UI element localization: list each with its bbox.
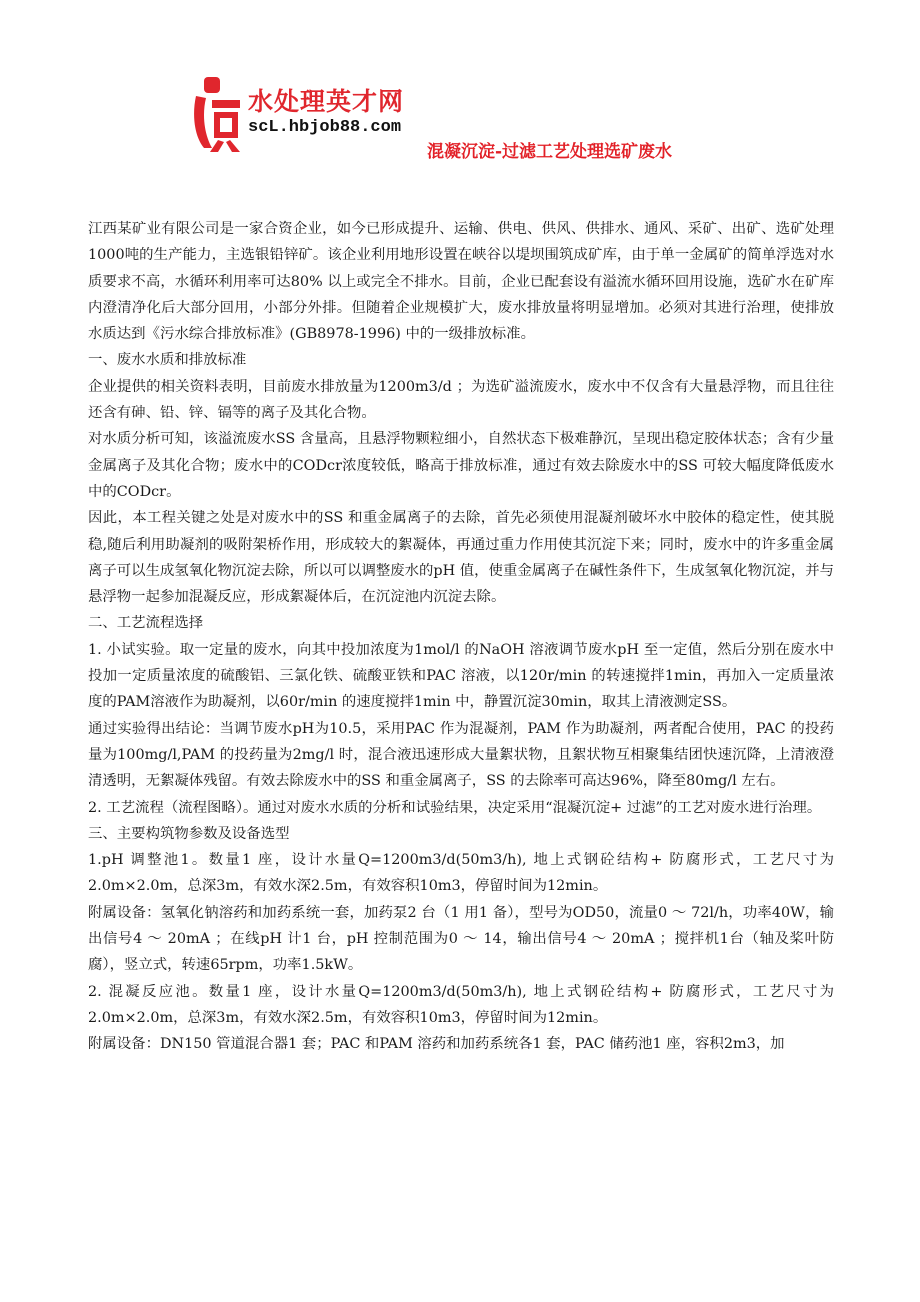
logo-name: 水处理英才网 bbox=[248, 87, 405, 116]
paragraph: 2. 工艺流程（流程图略）。通过对废水水质的分析和试验结果，决定采用“混凝沉淀+ 过滤”的工艺对废水进行治理。 bbox=[88, 799, 822, 816]
paragraph: 对水质分析可知，该溢流废水SS 含量高，且悬浮物颗粒细小，自然状态下极难静沉，呈现出稳定胶体状态；含有少量金属离子及其化合物；废水中的CODcr浓度较低，略高于排放标准，通过有效去除废水中的SS 可较大幅度降低废水中的CODcr。 bbox=[88, 431, 834, 500]
logo-url[interactable]: scL.hbjob88.com bbox=[248, 118, 402, 137]
site-logo[interactable] bbox=[190, 74, 430, 154]
paragraph: 通过实验得出结论：当调节废水pH为10.5，采用PAC 作为混凝剂，PAM 作为助凝剂，两者配合使用，PAC 的投药量为100mg/l,PAM 的投药量为2mg/l 时，混合液迅速形成大量絮状物，且絮状物互相聚集结团快速沉降，上清液澄清透明，无絮凝体残留。有效去除废水中的SS 和重金属离子，SS 的去除率可高达96%，降至80mg/l 左右。 bbox=[88, 720, 834, 790]
section-heading-1: 一、废水水质和排放标准 bbox=[88, 352, 247, 369]
paragraph: 因此，本工程关键之处是对废水中的SS 和重金属离子的去除，首先必须使用混凝剂破坏水中胶体的稳定性，使其脱稳,随后利用助凝剂的吸附架桥作用，形成较大的絮凝体，再通过重力作用使其沉淀下来；同时，废水中的许多重金属离子可以生成氢氧化物沉淀去除，所以可以调整废水的pH 值，使重金属离子在碱性条件下，生成氢氧化物沉淀，并与悬浮物一起参加混凝反应，形成絮凝体后，在沉淀池内沉淀去除。 bbox=[88, 510, 834, 606]
paragraph: 1. 小试实验。取一定量的废水，向其中投加浓度为1mol/l 的NaOH 溶液调节废水pH 至一定值，然后分别在废水中投加一定质量浓度的硫酸铝、三氯化铁、硫酸亚铁和PAC 溶液，以120r/min 的转速搅拌1min，再加入一定质量浓度的PAM溶液作为助凝剂，以60r/min 的速度搅拌1min 中，静置沉淀30min，取其上清液测定SS。 bbox=[88, 641, 834, 711]
document-title: 混凝沉淀-过滤工艺处理选矿废水 bbox=[427, 142, 673, 162]
paragraph: 企业提供的相关资料表明，目前废水排放量为1200m3/d ；为选矿溢流废水，废水中不仅含有大量悬浮物，而且往往还含有砷、铅、锌、镉等的离子及其化合物。 bbox=[88, 378, 834, 422]
paragraph: 1.pH 调整池1。数量1 座，设计水量Q=1200m3/d(50m3/h), 地上式钢砼结构+ 防腐形式，工艺尺寸为2.0m×2.0m，总深3m，有效水深2.5m，有效容积10m3，停留时间为12min。 bbox=[88, 852, 834, 895]
paragraph: 附属设备：DN150 管道混合器1 套；PAC 和PAM 溶药和加药系统各1 套，PAC 储药池1 座，容积2m3，加 bbox=[88, 1036, 785, 1053]
paragraph: 2. 混凝反应池。数量1 座，设计水量Q=1200m3/d(50m3/h), 地上式钢砼结构+ 防腐形式，工艺尺寸为2.0m×2.0m，总深3m，有效水深2.5m，有效容积10m3，停留时间为12min。 bbox=[88, 983, 834, 1026]
document-body bbox=[88, 216, 834, 1058]
logo-mark-icon bbox=[190, 74, 246, 154]
paragraph-intro: 江西某矿业有限公司是一家合资企业，如今已形成提升、运输、供电、供风、供排水、通风、采矿、出矿、选矿处理1000吨的生产能力，主选银铅锌矿。该企业利用地形设置在峡谷以堤坝围筑成矿库，由于单一金属矿的简单浮选对水质要求不高，水循环利用率可达80% 以上或完全不排水。目前，企业已配套设有溢流水循环回用设施，选矿水在矿库内澄清净化后大部分回用，小部分外排。但随着企业规模扩大，废水排放量将明显增加。必须对其进行治理，使排放水质达到《污水综合排放标准》(GB8978-1996) 中的一级排放标准。 bbox=[88, 221, 834, 343]
section-heading-3: 三、主要构筑物参数及设备选型 bbox=[88, 825, 290, 842]
section-heading-2: 二、工艺流程选择 bbox=[88, 615, 204, 632]
paragraph: 附属设备：氢氧化钠溶药和加药系统一套，加药泵2 台（1 用1 备），型号为OD50，流量0 ～ 72l/h，功率40W，输出信号4 ～ 20mA ；在线pH 计1 台，pH 控制范围为0 ～ 14，输出信号4 ～ 20mA ；搅拌机1台（轴及桨叶防腐），竖立式，转速65rpm，功率1.5kW。 bbox=[88, 904, 835, 974]
